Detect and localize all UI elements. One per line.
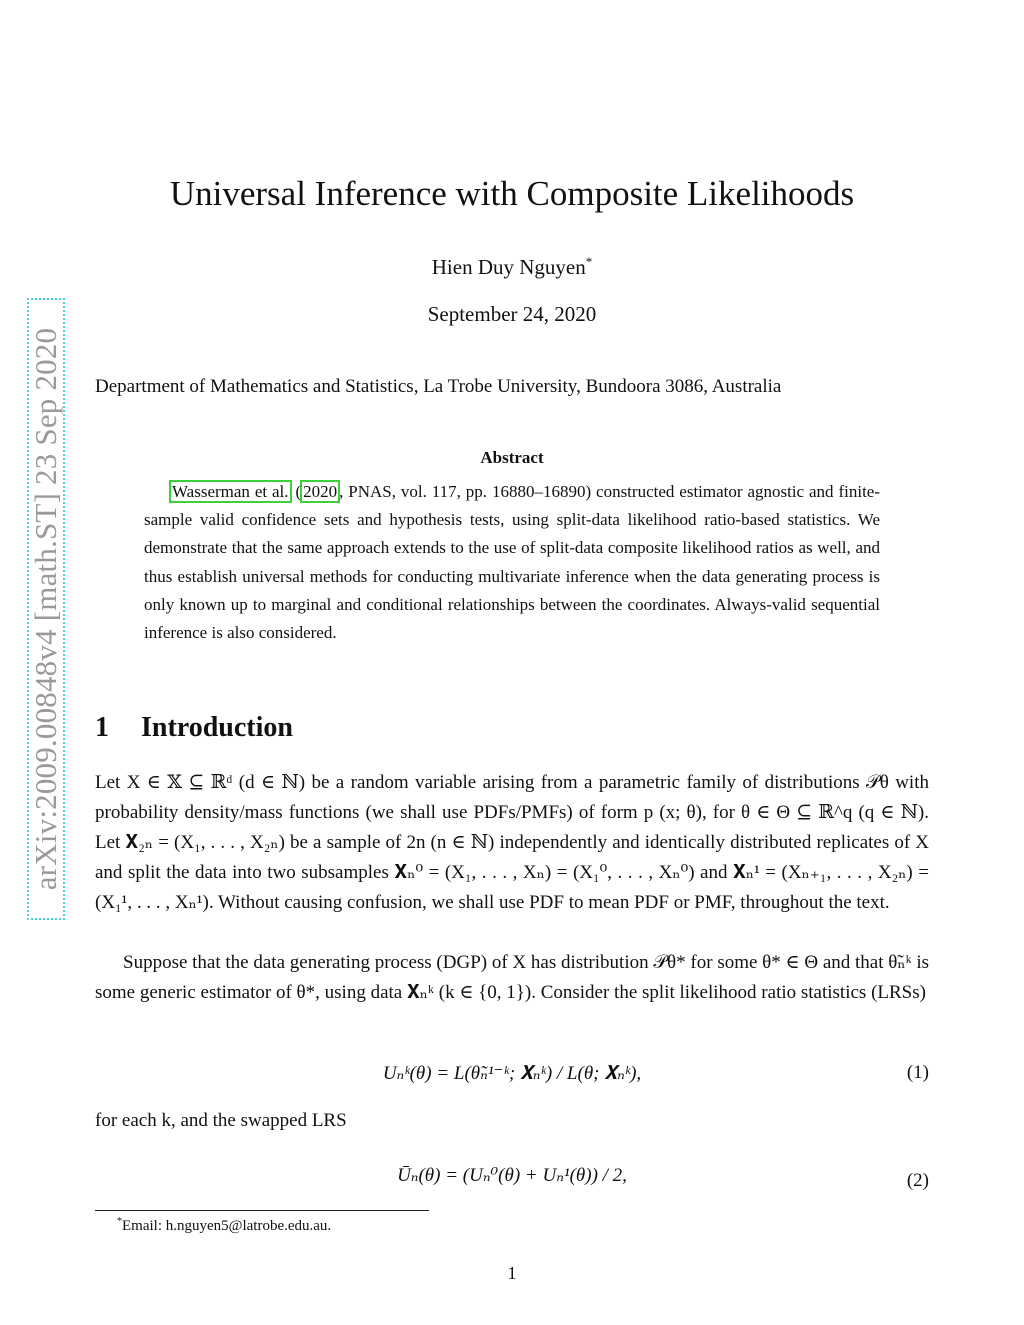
abstract-body [144, 478, 880, 647]
abstract-heading: Abstract [480, 448, 544, 467]
abstract-text: , PNAS, vol. 117, pp. 16880–16890) constructed estimator agnostic and finite-sample valid confidence sets and hypothesis tests, using split-data likelihood ratio-based statistics. We demonstrate that the same approach extends to the use of split-data composite likelihood ratios as well, and thus establish universal methods for conducting multivariate inference when the data generating process is only known up to marginal and conditional relationships between the coordinates. Always-valid sequential inference is also considered. [144, 482, 880, 643]
arxiv-identifier[interactable]: arXiv:2009.00848v4 [math.ST] 23 Sep 2020 [28, 327, 63, 891]
paper-date: September 24, 2020 [427, 302, 597, 326]
footnote-mark: * [117, 1216, 122, 1227]
equation-2-body: Ūₙ(θ) = (Uₙ⁰(θ) + Uₙ¹(θ)) / 2, [397, 1165, 627, 1186]
equation-2-label: (2) [906, 1170, 929, 1191]
paper-title: Universal Inference with Composite Likelihoods [169, 174, 855, 213]
footnote-email[interactable]: Email: h.nguyen5@latrobe.edu.au. [122, 1218, 332, 1234]
paragraph: Let X ∈ 𝕏 ⊆ ℝᵈ (d ∈ ℕ) be a random variable arising from a parametric family of distributions 𝒫θ with probability density/mass functions (we shall use PDFs/PMFs) of form p (x; θ), for θ ∈ Θ ⊆ ℝ^q (q ∈ ℕ). Let 𝐗₂ₙ = (X₁, . . . , X₂ₙ) be a sample of 2n (n ∈ ℕ) independently and identically distributed replicates of X and split the data into two subsamples 𝐗ₙ⁰ = (X₁, . . . , Xₙ) = (X₁⁰, . . . , Xₙ⁰) and 𝐗ₙ¹ = (Xₙ₊₁, . . . , X₂ₙ) = (X₁¹, . . . , Xₙ¹). Without causing confusion, we shall use PDF to mean PDF or PMF, throughout the text. [95, 772, 929, 913]
author-line [0, 254, 1024, 280]
footnote [117, 1216, 331, 1235]
citation-author-link[interactable]: Wasserman et al. [169, 480, 292, 503]
section-heading [95, 712, 293, 744]
paragraph: for each k, and the swapped LRS [95, 1110, 347, 1131]
citation-year-link[interactable]: 2020 [300, 480, 340, 503]
section-number: 1 [95, 712, 109, 743]
footnote-rule [95, 1210, 429, 1211]
affiliation: Department of Mathematics and Statistics, La Trobe University, Bundoora 3086, Australia [95, 376, 782, 397]
author-footnote-mark[interactable]: * [585, 254, 593, 269]
page-number: 1 [507, 1263, 517, 1283]
paragraph: Suppose that the data generating process (DGP) of X has distribution 𝒫θ* for some θ* ∈ Θ and that θ̃ₙᵏ is some generic estimator of θ*, using data 𝐗ₙᵏ (k ∈ {0, 1}). Consider the split likelihood ratio statistics (LRSs) [95, 952, 929, 1003]
equation-1-label: (1) [906, 1062, 929, 1083]
citation-open: ( [290, 482, 302, 501]
section-title: Introduction [141, 712, 293, 743]
equation-1 [95, 1036, 929, 1106]
equation-1-body: Uₙᵏ(θ) = L(θ̃ₙ¹⁻ᵏ; 𝐗ₙᵏ) / L(θ; 𝐗ₙᵏ), [382, 1063, 642, 1084]
author-name: Hien Duy Nguyen [431, 255, 586, 279]
